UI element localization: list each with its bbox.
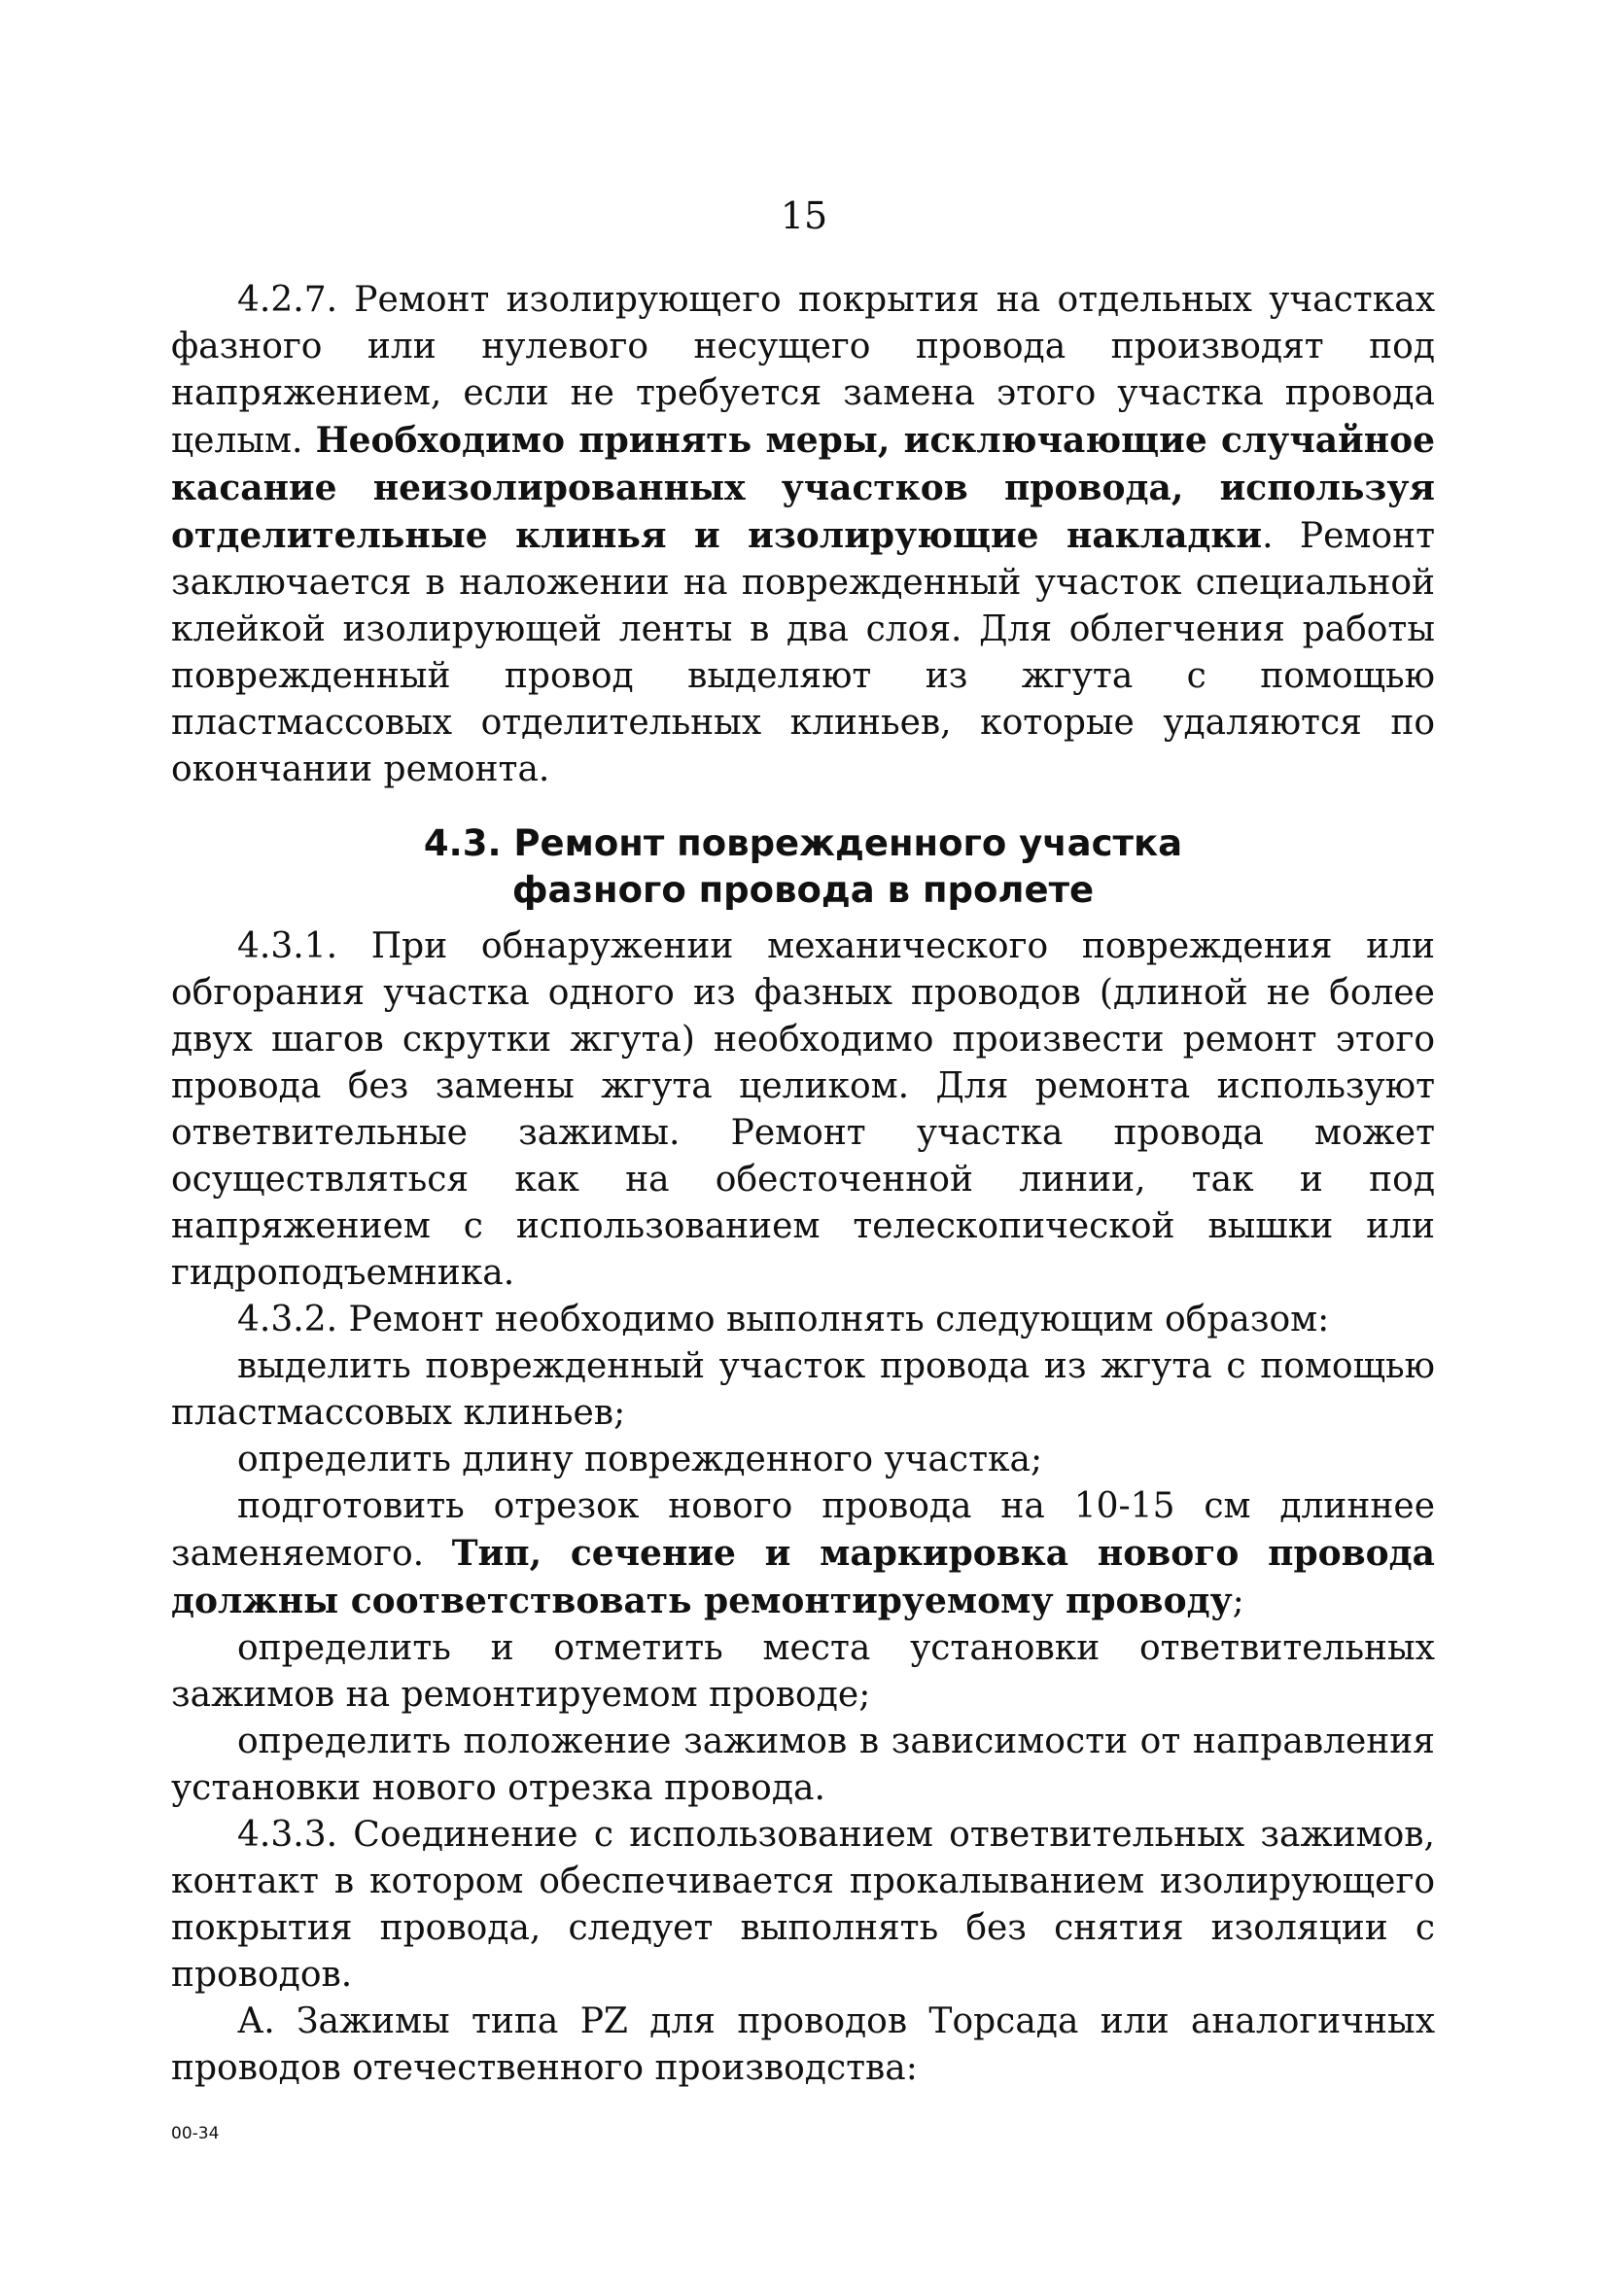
- step-item: [171, 1483, 1435, 1625]
- paragraph-4-3-3: 4.3.3. Соединение с использованием ответвительных зажимов, контакт в котором обеспечивается прокалыванием изолирующего покрытия провода, следует выполнять без снятия изоляции с проводов.: [171, 1815, 1435, 1995]
- paragraph-4-2-7-text-end: . Ремонт заключается в наложении на поврежденный участок специальной клейкой изолирующей ленты в два слоя. Для облегчения работы поврежденный провод выделяют из жгута с помощью пластмассовых отделительных клиньев, которые удаляются по окончании ремонта.: [171, 516, 1435, 789]
- paragraph-4-2-7-emphasis: Необходимо принять меры, исключающие случайное касание неизолированных участков провода, используя отделительные клинья и изолирующие накладки: [171, 420, 1435, 556]
- paragraph-4-3-2: 4.3.2. Ремонт необходимо выполнять следующим образом:: [237, 1300, 1330, 1339]
- step-item: определить длину поврежденного участка;: [237, 1440, 1043, 1479]
- section-heading-line-1: 4.3. Ремонт поврежденного участка: [423, 822, 1183, 864]
- footer-code: 00-34: [171, 2124, 220, 2143]
- step-item-text: подготовить отрезок нового провода на 10-15 см длиннее заменяемого.: [171, 1486, 1435, 1574]
- step-item-emphasis: Тип, сечение и маркировка нового провода должны соответствовать ремонтируемому проводу: [171, 1533, 1435, 1621]
- paragraph-4-2-7-text: 4.2.7. Ремонт изолирующего покрытия на отдельных участках фазного или нулевого несущего провода производят под напряжением, если не требуется замена этого участка провода целым.: [171, 280, 1435, 461]
- step-item-text-end: ;: [1232, 1582, 1244, 1621]
- paragraph-a: А. Зажимы типа PZ для проводов Торсада или аналогичных проводов отечественного производства:: [171, 2001, 1435, 2088]
- step-item: определить положение зажимов в зависимости от направления установки нового отрезка провода.: [171, 1722, 1435, 1808]
- page-body: [171, 277, 1435, 2092]
- paragraph-4-2-7: [171, 277, 1435, 793]
- paragraph-4-3-1: 4.3.1. При обнаружении механического повреждения или обгорания участка одного из фазных проводов (длиной не более двух шагов скрутки жгута) необходимо произвести ремонт этого провода без замены жгута целиком. Для ремонта используют ответвительные зажимы. Ремонт участка провода может осуществляться как на обесточенной линии, так и под напряжением с использованием телескопической вышки или гидроподъемника.: [171, 926, 1435, 1293]
- section-heading-4-3: [171, 820, 1435, 914]
- section-heading-line-2: фазного провода в пролете: [511, 869, 1095, 911]
- page-number: 15: [780, 194, 828, 237]
- step-item: определить и отметить места установки ответвительных зажимов на ремонтируемом проводе;: [171, 1628, 1435, 1715]
- step-item: выделить поврежденный участок провода из жгута с помощью пластмассовых клиньев;: [171, 1346, 1435, 1433]
